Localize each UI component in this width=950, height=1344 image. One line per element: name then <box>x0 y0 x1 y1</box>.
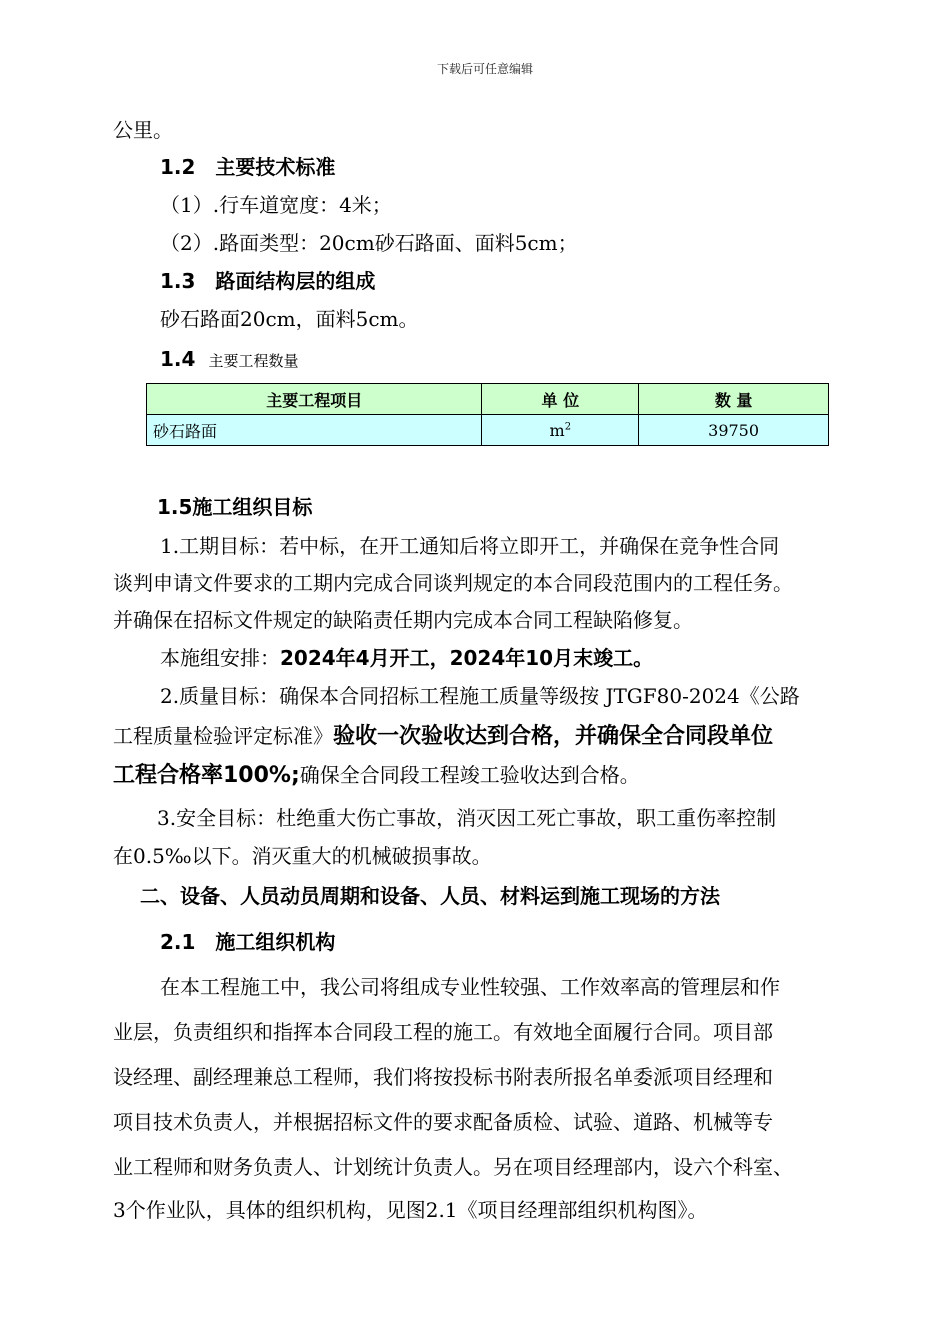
table-header-row <box>147 384 829 415</box>
text-line: 公里。 <box>113 118 173 142</box>
column-header: 主要工程项目 <box>147 384 482 415</box>
paragraph-line: 业层，负责组织和指挥本合同段工程的施工。有效地全面履行合同。项目部 <box>113 1020 773 1044</box>
paragraph-line: 业工程师和财务负责人、计划统计负责人。另在项目经理部内，设六个科室、 <box>113 1155 793 1179</box>
paragraph-line: 设经理、副经理兼总工程师，我们将按投标书附表所报名单委派项目经理和 <box>113 1065 773 1089</box>
paragraph-line: 并确保在招标文件规定的缺陷责任期内完成本合同工程缺陷修复。 <box>113 608 693 632</box>
quantity-table <box>146 383 829 446</box>
paragraph-line: 谈判申请文件要求的工期内完成合同谈判规定的本合同段范围内的工程任务。 <box>113 571 793 595</box>
section-heading-1-4 <box>160 347 299 371</box>
page-header-note: 下载后可任意编辑 <box>437 62 534 76</box>
heading-number: 1.4 <box>160 347 196 371</box>
paragraph-line <box>113 763 640 788</box>
table-row <box>147 415 829 446</box>
paragraph-text: 确保全合同段工程竣工验收达到合格。 <box>299 763 640 787</box>
paragraph-line: 3个作业队，具体的组织机构，见图2.1《项目经理部组织机构图》。 <box>113 1198 708 1222</box>
paragraph-line <box>113 724 773 749</box>
unit-superscript: 2 <box>564 421 572 433</box>
paragraph-line: 1.工期目标：若中标，在开工通知后将立即开工，并确保在竞争性合同 <box>160 534 780 558</box>
unit-base: m <box>549 420 565 440</box>
section-heading-1-2: 1.2 主要技术标准 <box>160 155 336 179</box>
table-cell-item: 砂石路面 <box>147 415 482 446</box>
heading-text: 主要工程数量 <box>208 352 299 370</box>
paragraph-line: 在0.5‰以下。消灭重大的机械破损事故。 <box>113 844 492 868</box>
table-cell-unit <box>482 415 639 446</box>
pass-rate-emphasis: 工程合格率100%; <box>113 763 300 788</box>
paragraph-line: 在本工程施工中，我公司将组成专业性较强、工作效率高的管理层和作 <box>160 975 780 999</box>
section-heading-2-1: 2.1 施工组织机构 <box>160 930 336 954</box>
standard-item-1: （1）.行车道宽度：4米； <box>160 193 392 217</box>
column-header: 单 位 <box>482 384 639 415</box>
chapter-heading-2: 二、设备、人员动员周期和设备、人员、材料运到施工现场的方法 <box>140 884 720 908</box>
standard-name: 工程质量检验评定标准》 <box>113 724 333 748</box>
schedule-line <box>160 646 653 670</box>
paragraph-line: 3.安全目标：杜绝重大伤亡事故，消灭因工死亡事故，职工重伤率控制 <box>157 806 777 830</box>
standard-item-2: （2）.路面类型：20cm砂石路面、面料5cm； <box>160 231 578 255</box>
structure-text: 砂石路面20cm，面料5cm。 <box>160 307 419 331</box>
column-header: 数 量 <box>639 384 829 415</box>
section-heading-1-5: 1.5施工组织目标 <box>157 495 313 519</box>
schedule-dates: 2024年4月开工，2024年10月末竣工。 <box>280 646 654 670</box>
table-cell-quantity: 39750 <box>639 415 829 446</box>
quality-emphasis: 验收一次验收达到合格，并确保全合同段单位 <box>333 724 774 749</box>
paragraph-line: 2.质量目标：确保本合同招标工程施工质量等级按 JTGF80-2024《公路 <box>160 684 800 708</box>
paragraph-line: 项目技术负责人，并根据招标文件的要求配备质检、试验、道路、机械等专 <box>113 1110 773 1134</box>
section-heading-1-3: 1.3 路面结构层的组成 <box>160 269 376 293</box>
schedule-label: 本施组安排： <box>160 646 280 670</box>
